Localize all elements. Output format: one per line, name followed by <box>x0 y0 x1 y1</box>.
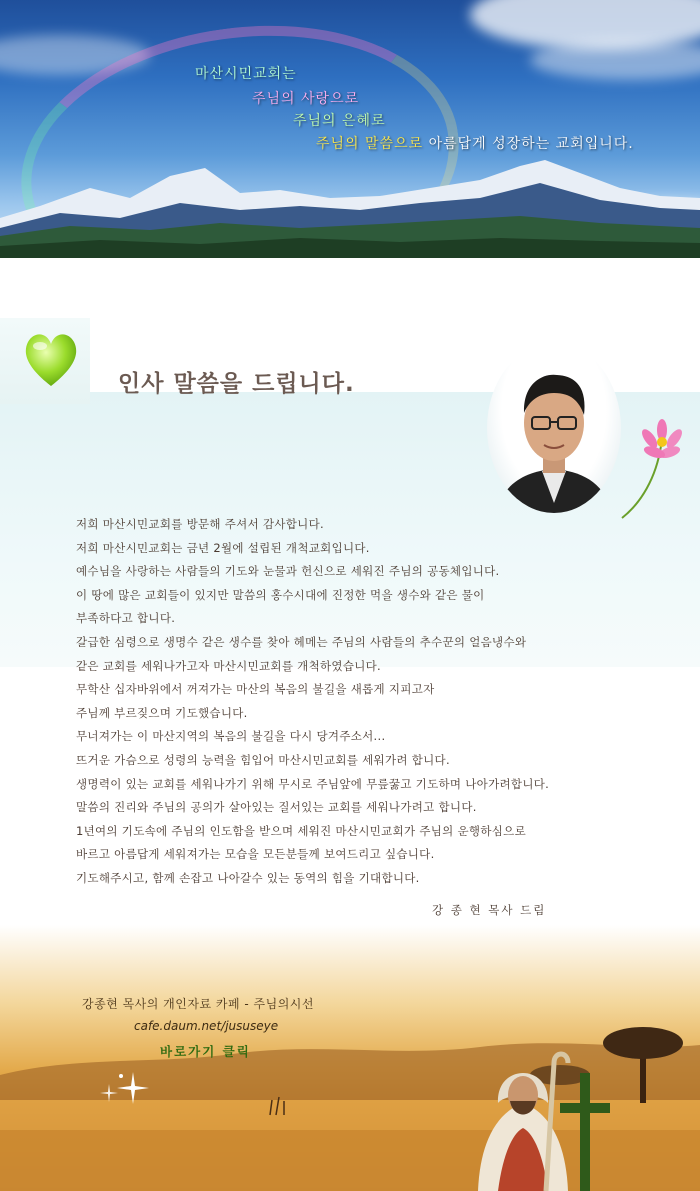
letter-line: 이 땅에 많은 교회들이 있지만 말씀의 홍수시대에 진정한 먹을 생수와 같은 물이 <box>76 587 485 602</box>
cloud <box>530 40 700 80</box>
pastor-portrait <box>487 343 621 513</box>
letter-line: 생명력이 있는 교회를 세워나가기 위해 무시로 주님앞에 무릎꿇고 기도하며 나아가려합니다. <box>76 776 550 791</box>
letter-line: 말씀의 진리와 주님의 공의가 살아있는 질서있는 교회를 세워나가려고 합니다. <box>76 800 477 815</box>
letter-line: 무너져가는 이 마산지역의 복음의 불길을 다시 당겨주소서... <box>76 729 386 744</box>
greeting-heading: 인사 말씀을 드립니다. <box>118 371 355 397</box>
shortcut-link[interactable]: 바로가기 클릭 <box>160 1044 251 1059</box>
letter-line: 주님께 부르짖으며 기도했습니다. <box>76 705 248 720</box>
cafe-url: cafe.daum.net/jususeye <box>134 1019 279 1033</box>
letter-line: 뜨거운 가슴으로 성령의 능력을 힘입어 마산시민교회를 세워가려 합니다. <box>76 752 450 767</box>
letter-line: 바르고 아름답게 세워져가는 모습을 모든분들께 보여드리고 싶습니다. <box>76 847 435 862</box>
letter-line: 1년여의 기도속에 주님의 인도함을 받으며 세워진 마산시민교회가 주님의 운행하심으로 <box>76 823 526 838</box>
cosmos-flower-icon <box>616 418 696 523</box>
letter-line: 저희 마산시민교회를 방문해 주셔서 감사합니다. <box>76 517 324 531</box>
slogan-line-1: 마산시민교회는 <box>195 66 297 82</box>
letter-line: 기도해주시고, 함께 손잡고 나아갈수 있는 동역의 힘을 기대합니다. <box>76 870 420 885</box>
signature: 강 종 현 목사 드림 <box>432 903 547 917</box>
slogan-highlight: 주님의 말씀으로 <box>316 136 424 152</box>
footer-banner <box>0 925 700 1191</box>
slogan-rest: 아름답게 성장하는 교회입니다. <box>423 136 634 152</box>
slogan-line-4 <box>316 133 634 153</box>
jesus-figure-icon <box>468 1033 618 1191</box>
greeting-letter <box>76 513 676 891</box>
letter-line: 예수님을 사랑하는 사람들의 기도와 눈물과 헌신으로 세워진 주님의 공동체입니다. <box>76 564 500 579</box>
letter-line: 저희 마산시민교회는 금년 2월에 설립된 개척교회입니다. <box>76 540 370 555</box>
portrait-image <box>487 343 621 513</box>
header-banner <box>0 0 700 258</box>
letter-line: 무학산 십자바위에서 꺼져가는 마산의 복음의 불길을 새롭게 지피고자 <box>76 682 435 697</box>
heart-icon <box>20 328 82 390</box>
slogan-line-3: 주님의 은혜로 <box>293 113 386 129</box>
slogan-line-2: 주님의 사랑으로 <box>252 91 360 107</box>
letter-line: 갈급한 심령으로 생명수 같은 생수를 찾아 헤메는 주님의 사람들의 추수꾼의 얼음냉수와 <box>76 634 527 649</box>
mountain-range <box>0 148 700 258</box>
heart-box <box>0 318 90 404</box>
letter-line: 같은 교회를 세워나가고자 마산시민교회를 개척하였습니다. <box>76 658 381 673</box>
letter-line: 부족하다고 합니다. <box>76 611 176 626</box>
sparkle-icon <box>95 1068 155 1108</box>
cafe-title: 강종현 목사의 개인자료 카페 - 주님의시선 <box>82 997 314 1011</box>
